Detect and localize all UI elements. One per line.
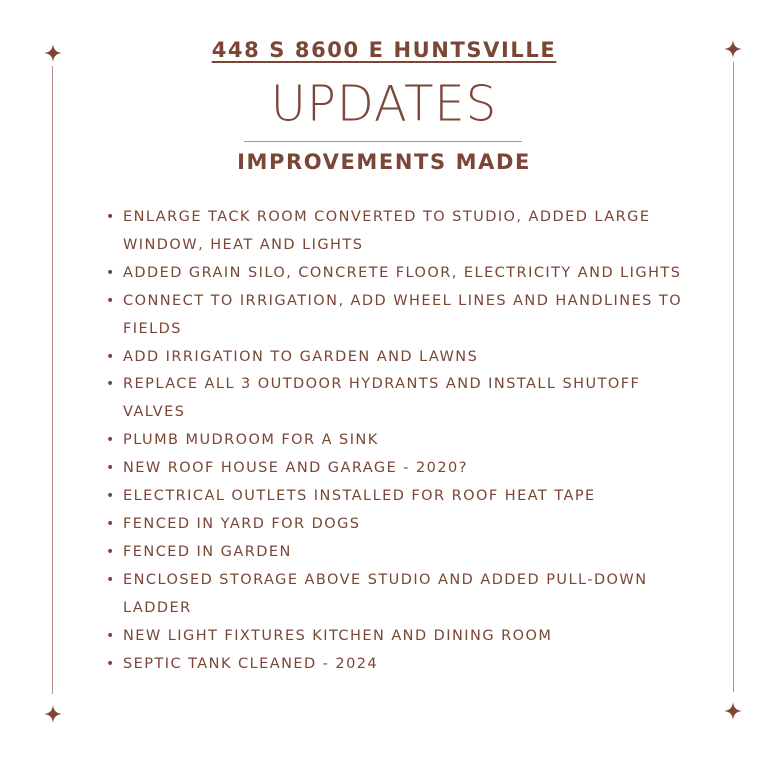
bullet-icon: •: [106, 209, 116, 225]
list-item-text: ADD IRRIGATION TO GARDEN AND LAWNS: [123, 348, 479, 365]
bullet-icon: •: [106, 376, 116, 393]
bullet-icon: •: [106, 488, 116, 505]
list-item: [104, 455, 694, 483]
sparkle-icon-bottom-left: [44, 705, 62, 723]
sparkle-icon-bottom-right: [724, 702, 742, 720]
bullet-icon: •: [106, 264, 116, 281]
bullet-icon: •: [106, 432, 116, 449]
list-item-text: ENCLOSED STORAGE ABOVE STUDIO AND ADDED PULL-DOWN LADDER: [123, 571, 648, 616]
list-item-text: FENCED IN YARD FOR DOGS: [123, 515, 361, 532]
bullet-icon: •: [106, 655, 116, 672]
list-item: [104, 288, 694, 344]
list-item-text: ELECTRICAL OUTLETS INSTALLED FOR ROOF HEAT TAPE: [123, 488, 596, 505]
section-subtitle: IMPROVEMENTS MADE: [237, 150, 531, 174]
list-item: [104, 623, 694, 651]
list-item-text: REPLACE ALL 3 OUTDOOR HYDRANTS AND INSTALL SHUTOFF VALVES: [123, 376, 641, 421]
bullet-icon: •: [106, 460, 116, 477]
property-address-text: 448 S 8600 E HUNTSVILLE: [211, 38, 557, 62]
list-item-text: FENCED IN GARDEN: [123, 543, 292, 560]
bullet-icon: •: [106, 292, 116, 309]
bullet-icon: •: [106, 348, 116, 365]
bullet-icon: •: [106, 515, 116, 532]
list-item: [104, 344, 694, 372]
bullet-icon: •: [106, 543, 116, 560]
list-item: [104, 539, 694, 567]
list-item-text: PLUMB MUDROOM FOR A SINK: [123, 432, 379, 449]
page-title: UPDATES: [270, 75, 498, 133]
list-item: [104, 483, 694, 511]
list-item-text: SEPTIC TANK CLEANED - 2024: [123, 655, 379, 672]
list-item-text: ENLARGE TACK ROOM CONVERTED TO STUDIO, ADDED LARGE WINDOW, HEAT AND LIGHTS: [123, 209, 651, 253]
list-item-text: NEW LIGHT FIXTURES KITCHEN AND DINING ROOM: [123, 627, 553, 644]
improvements-list: [104, 204, 694, 678]
list-item-text: CONNECT TO IRRIGATION, ADD WHEEL LINES AND HANDLINES TO FIELDS: [123, 292, 683, 337]
bullet-icon: •: [106, 627, 116, 644]
list-item: [104, 567, 694, 623]
list-item-text: NEW ROOF HOUSE AND GARAGE - 2020?: [123, 460, 468, 477]
title-divider: [244, 141, 522, 142]
list-item: [104, 427, 694, 455]
property-address: [0, 38, 768, 62]
bullet-icon: •: [106, 571, 116, 588]
list-item: [104, 204, 694, 260]
list-item-text: ADDED GRAIN SILO, CONCRETE FLOOR, ELECTRICITY AND LIGHTS: [123, 264, 682, 281]
list-item: [104, 511, 694, 539]
list-item: [104, 651, 694, 679]
list-item: [104, 371, 694, 427]
list-item: [104, 260, 694, 288]
